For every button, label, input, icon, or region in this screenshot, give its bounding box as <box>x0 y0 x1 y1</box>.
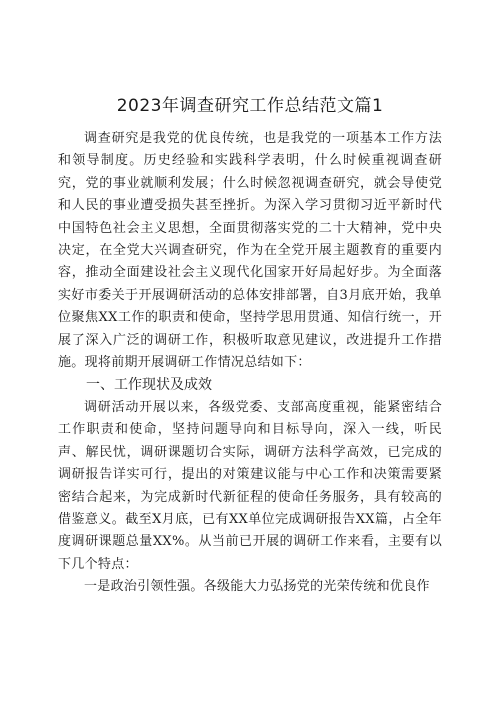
intro-paragraph: 调查研究是我党的优良传统，也是我党的一项基本工作方法和领导制度。历史经验和实践科学表明，什么时候重视调查研究，党的事业就顺利发展；什么时候忽视调查研究，就会导使党和人民的事业遭受损失甚至挫折。为深入学习贯彻习近平新时代中国特色社会主义思想，全面贯彻落实党的二十大精神，党中央决定，在全党大兴调查研究，作为在全党开展主题教育的重要内容，推动全面建设社会主义现代化国家开好局起好步。为全面落实好市委关于开展调研活动的总体安排部署，自3月底开始，我单位聚焦XX工作的职责和使命，坚持学思用贯通、知信行统一，开展了深入广泛的调研工作，积极听取意见建议，改进提升工作措施。现将前期开展调研工作情况总结如下： <box>58 131 442 371</box>
document-title: 2023年调查研究工作总结范文篇1 <box>116 96 384 116</box>
section-paragraph-2: 一是政治引领性强。各级能大力弘扬党的光荣传统和优良作 <box>84 579 430 595</box>
section-paragraph-1: 调研活动开展以来，各级党委、支部高度重视，能紧密结合工作职责和使命，坚持问题导向和目标导向，深入一线，听民声、解民忧，调研课题切合实际，调研方法科学高效，已完成的调研报告详实可行，提出的对策建议能与中心工作和决策需要紧密结合起来，为完成新时代新征程的使命任务服务，具有较高的借鉴意义。截至X月底，已有XX单位完成调研报告XX篇，占全年度调研课题总量XX%。从当前已开展的调研工作来看，主要有以下几个特点： <box>58 399 442 572</box>
section-heading: 一、工作现状及成效 <box>86 377 212 394</box>
